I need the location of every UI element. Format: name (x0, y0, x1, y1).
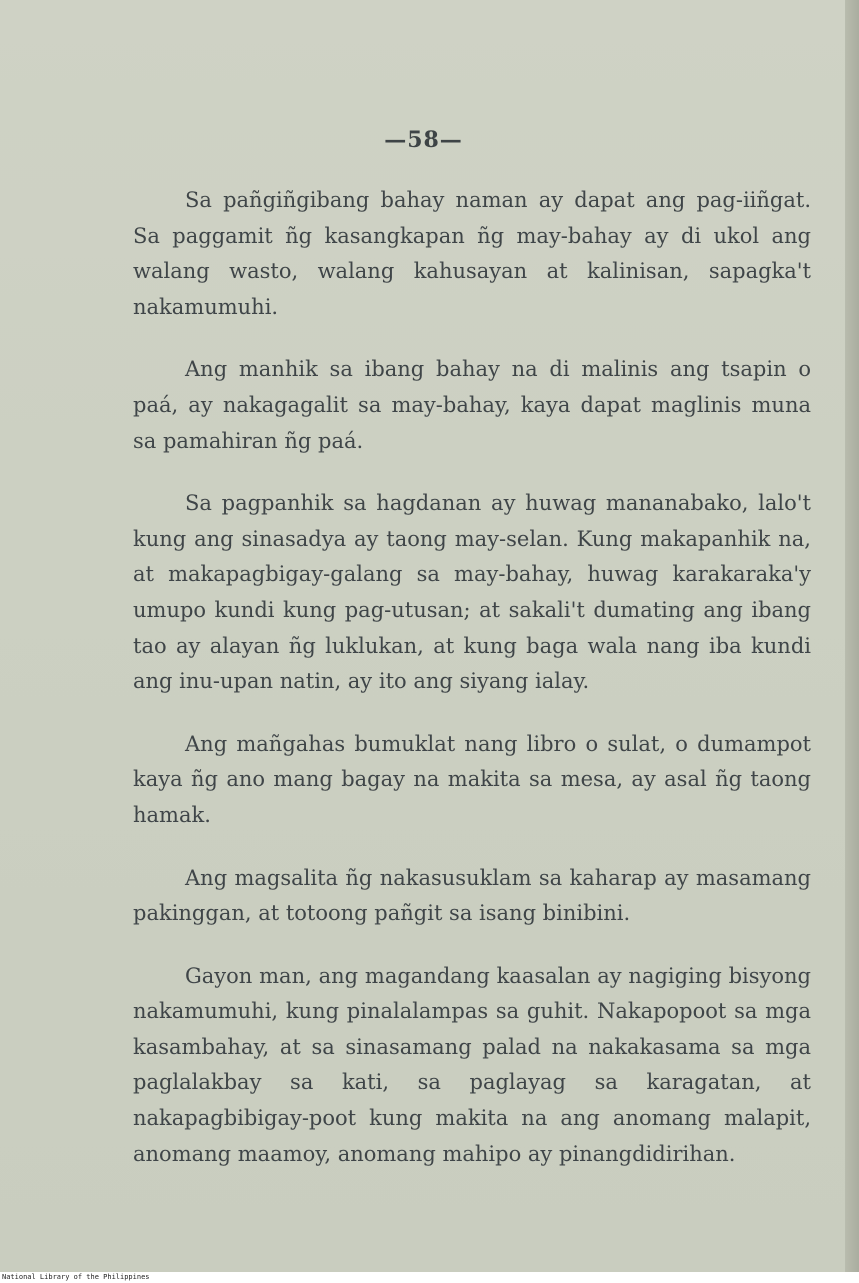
footer-strip (0, 1272, 859, 1283)
page-number: —58— (384, 127, 463, 153)
paragraph: Ang manhik sa ibang bahay na di malinis ang tsapin o paá, ay nakagagalit sa may-bahay, kaya dapat maglinis muna sa pamahiran ñg paá. (133, 357, 811, 453)
paragraph: Sa pañgiñgibang bahay naman ay dapat ang pag-iiñgat. Sa paggamit ñg kasangkapan ñg may-bahay ay di ukol ang walang wasto, walang kahusayan at kalinisan, sapagka't nakamumuhi. (133, 188, 811, 319)
paragraph: Ang magsalita ñg nakasusuklam sa kaharap ay masamang pakinggan, at totoong pañgit sa isang binibini. (133, 865, 811, 926)
paragraph: Sa pagpanhik sa hagdanan ay huwag mananabako, lalo't kung ang sinasadya ay taong may-selan. Kung makapanhik na, at makapagbigay-galang sa may-bahay, huwag karakaraka'y umupo kundi kung pag-utusan; at sakali't dumating ang ibang tao ay alayan ñg luklukan, at kung baga wala nang iba kundi ang inu-upan natin, ay ito ang siyang ialay. (133, 491, 811, 694)
paragraph: Gayon man, ang magandang kaasalan ay nagiging bisyong nakamumuhi, kung pinalalampas sa guhit. Nakapopoot sa mga kasambahay, at sa sinasamang palad na nakakasama sa mga paglalakbay sa kati, sa paglayag sa karagatan, at nakapagbibigay-poot kung makita na ang anomang malapit, anomang maamoy, anomang mahipo ay pinangdidirihan. (133, 963, 811, 1166)
body-text (133, 183, 811, 1199)
library-credit: National Library of the Philippines (2, 1273, 150, 1281)
paragraph: Ang mañgahas bumuklat nang libro o sulat, o dumampot kaya ñg ano mang bagay na makita sa mesa, ay asal ñg taong hamak. (133, 731, 811, 827)
page-edge-right (845, 0, 859, 1272)
